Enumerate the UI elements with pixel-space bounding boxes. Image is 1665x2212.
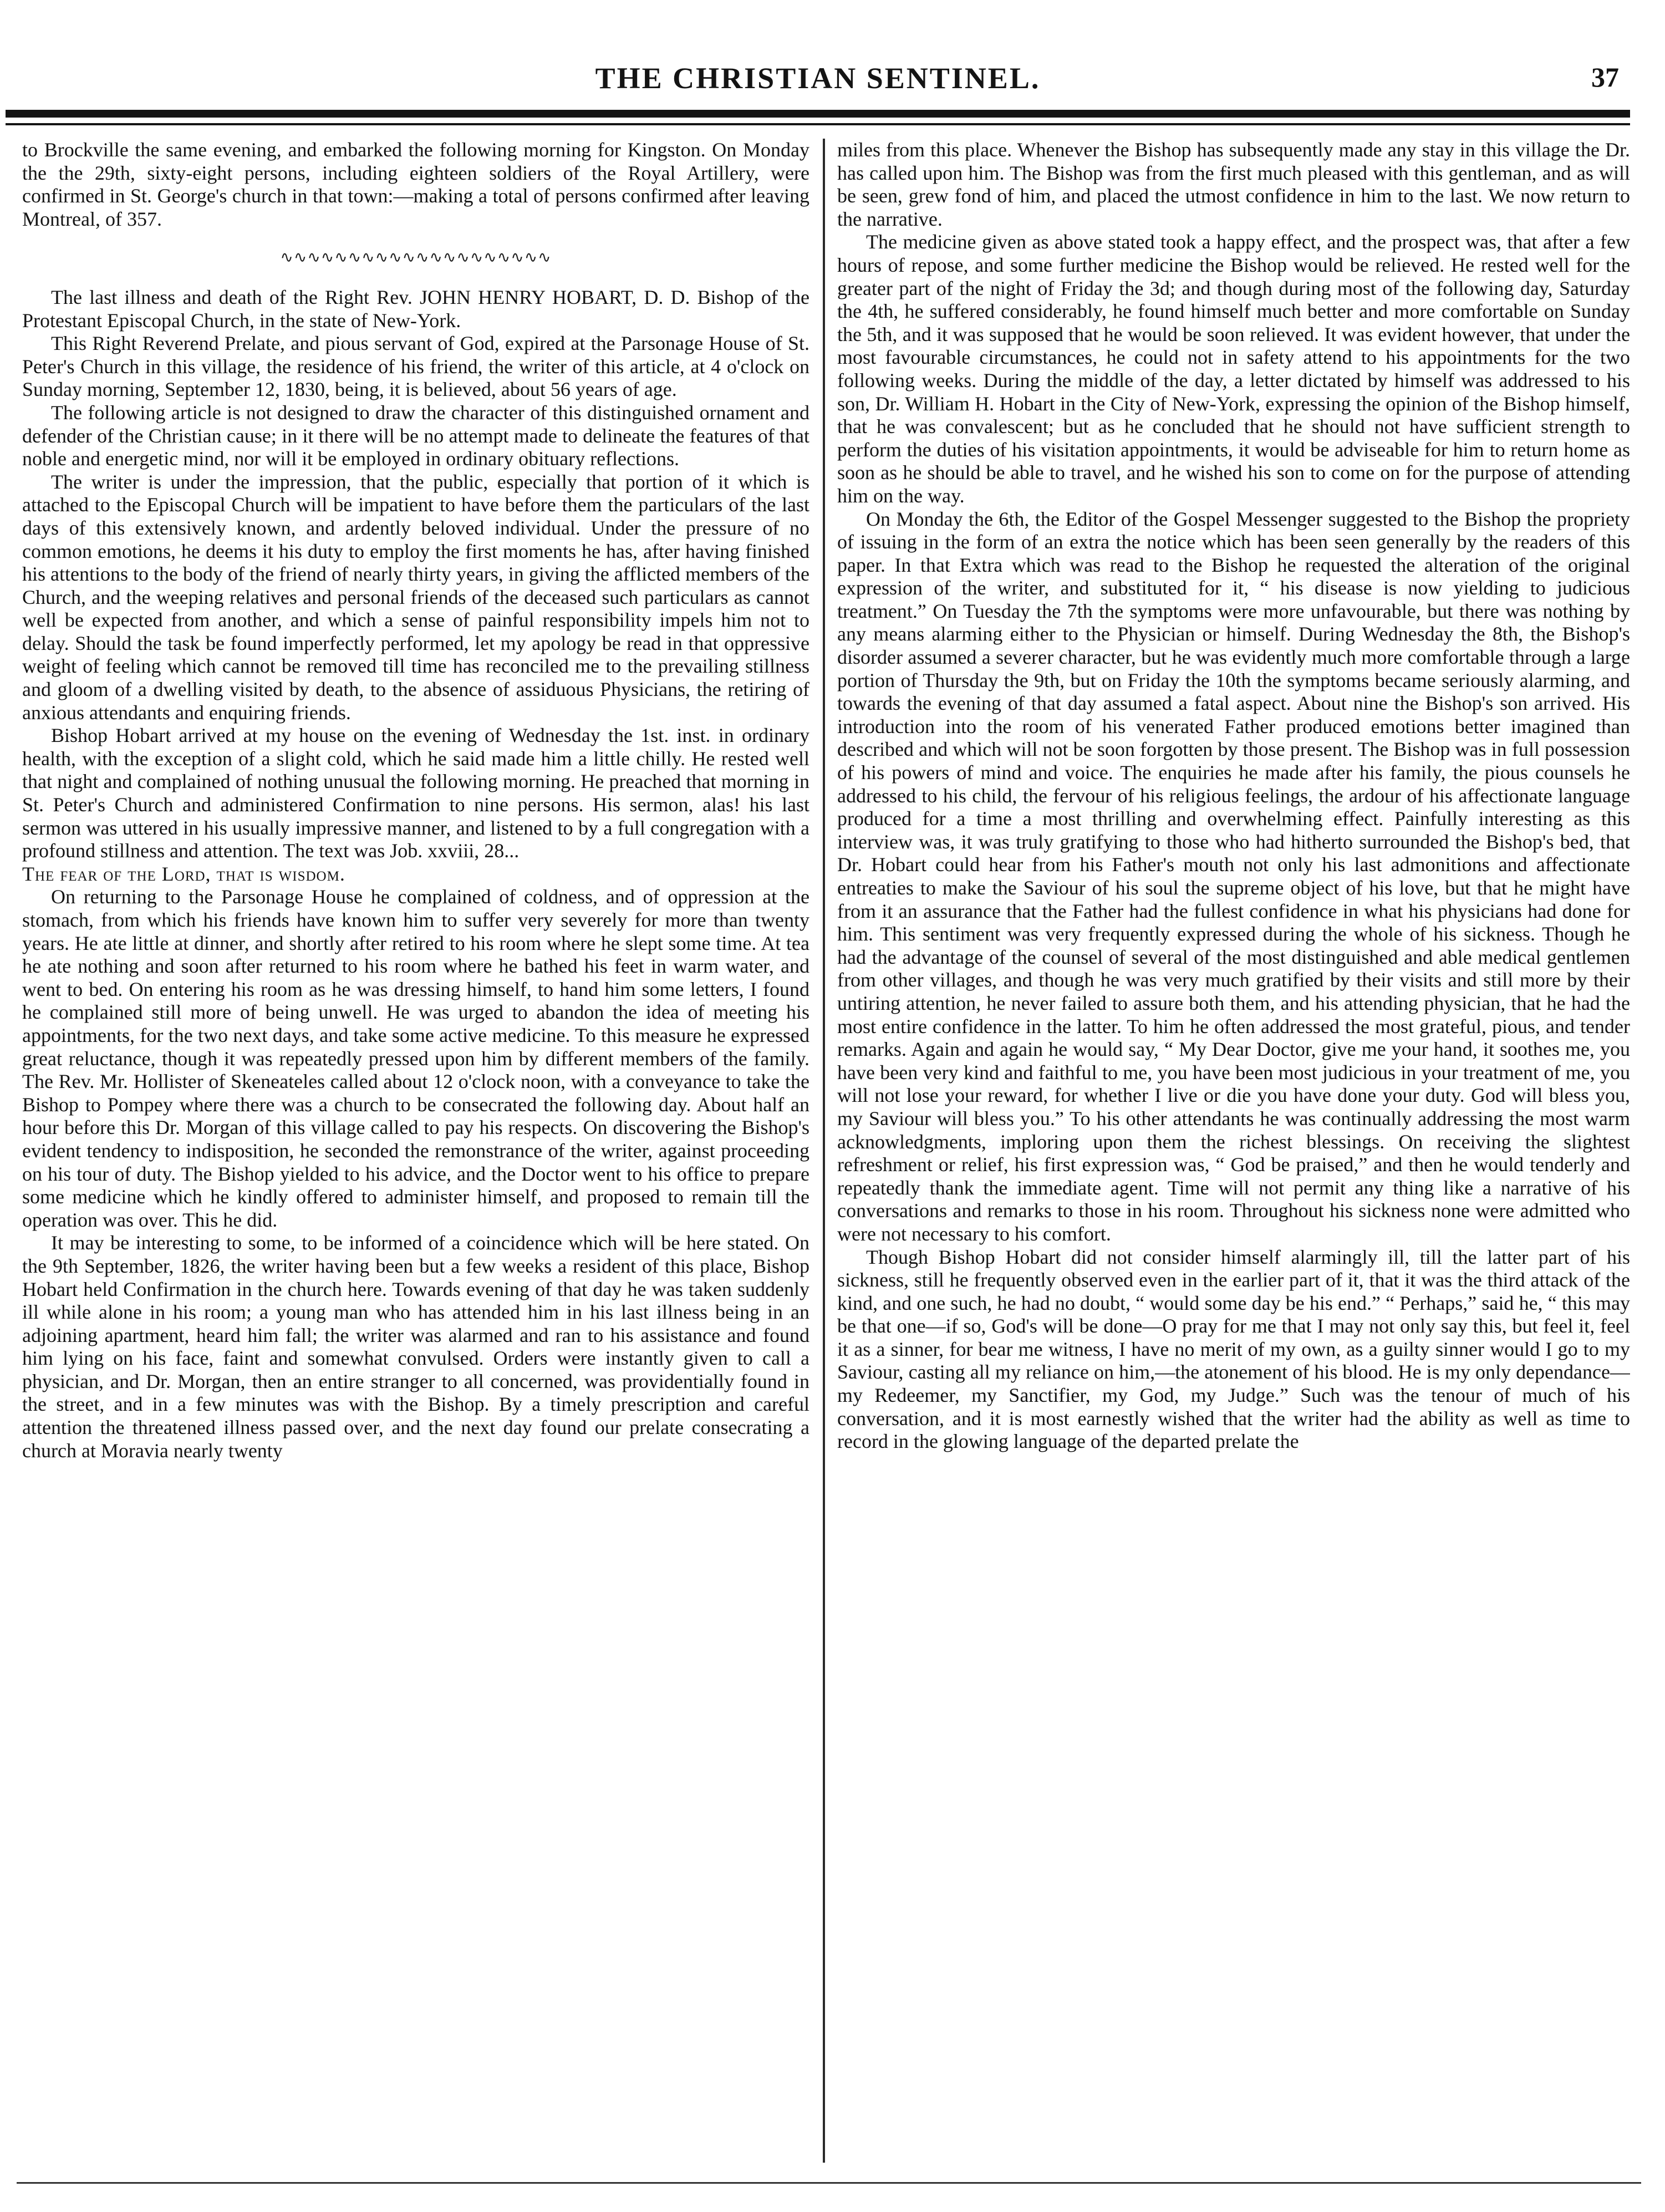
header-rule-thick <box>6 110 1630 118</box>
right-column <box>837 139 1630 2157</box>
header-rule-thin <box>6 123 1630 125</box>
left-column <box>22 139 809 2157</box>
article-paragraph: The medicine given as above stated took a happy effect, and the prospect was, that after a few hours of repose, and some further medicine the Bishop would be relieved. He rested well for the greater part of the night of Friday the 3d; and though during most of the following day, Saturday the 4th, he suffered considerably, he found himself much better and more comfortable on Sunday the 5th, and it was supposed that he would be soon relieved. It was evident however, that under the most favourable circumstances, he could not in safety attend to his appointments for the two following weeks. During the middle of the day, a letter dictated by himself was addressed to his son, Dr. William H. Hobart in the City of New-York, expressing the opinion of the Bishop himself, that he was convalescent; but as he concluded that he should not have sufficient strength to perform the duties of his visitation appointments, it would be adviseable for him to return home as soon as he should be able to travel, and he wished his son to come on for the purpose of attending him on the way. <box>837 231 1630 507</box>
column-divider <box>823 139 825 2163</box>
article-paragraph: The writer is under the impression, that the public, especially that portion of it which is attached to the Episcopal Church will be impatient to have before them the particulars of the last days of this extensively known, and ardently beloved individual. Under the pressure of no common emotions, he deems it his duty to employ the first moments he has, after having finished his attentions to the body of the friend of nearly thirty years, in giving the afflicted members of the Church, and the weeping relatives and personal friends of the deceased such particulars as cannot well be expected from another, and which a sense of painful responsibility impels him not to delay. Should the task be found imperfectly performed, let my apology be read in that oppressive weight of feeling which cannot be removed till time has reconciled me to the prevailing stillness and gloom of a dwelling visited by death, to the absence of assiduous Physicians, the retiring of anxious attendants and enquiring friends. <box>22 470 809 724</box>
article-paragraph: The following article is not designed to draw the character of this distinguished ornament and defender of the Christian cause; in it there will be no attempt made to delineate the features of that noble and energetic mind, nor will it be employed in ordinary obituary reflections. <box>22 401 809 470</box>
scripture-quote: The fear of the Lord, that is wisdom. <box>22 862 345 885</box>
continued-paragraph: miles from this place. Whenever the Bishop has subsequently made any stay in this village the Dr. has called upon him. The Bishop was from the first much pleased with this gentleman, and as will be seen, grew fond of him, and placed the utmost confidence in him to the last. We now return to the narrative. <box>837 139 1630 230</box>
page-header <box>17 61 1619 111</box>
article-paragraph: Bishop Hobart arrived at my house on the evening of Wednesday the 1st. inst. in ordinary health, with the exception of a slight cold, which he said made him a little chilly. He rested well that night and complained of nothing unusual the following morning. He preached that morning in St. Peter's Church and administered Confirmation to nine persons. His sermon, alas! his last sermon was uttered in his usually impressive manner, and listened to by a full congregation with a profound stillness and attention. The text was Job. xxviii, 28... <box>22 724 809 862</box>
article-paragraph: On returning to the Parsonage House he complained of coldness, and of oppression at the stomach, from which his friends have known him to suffer very severely for more than twenty years. He ate little at dinner, and shortly after retired to his room where he slept some time. At tea he ate nothing and soon after returned to his room where he bathed his feet in warm water, and went to bed. On entering his room as he was dressing himself, to hand him some letters, I found he complained still more of being unwell. He was urged to abandon the idea of meeting his appointments, for the two next days, and take some active medicine. To this measure he expressed great reluctance, though it was repeatedly pressed upon him by different members of the family. The Rev. Mr. Hollister of Skeneateles called about 12 o'clock noon, with a conveyance to take the Bishop to Pompey where there was a church to be consecrated the following day. About half an hour before this Dr. Morgan of this village called to pay his respects. On discovering the Bishop's evident tendency to indisposition, he seconded the remonstrance of the writer, against proceeding on his tour of duty. The Bishop yielded to his advice, and the Doctor went to his office to prepare some medicine which he kindly offered to administer himself, and proposed to remain till the operation was over. This he did. <box>22 886 809 1231</box>
page-number: 37 <box>1591 62 1619 93</box>
article-paragraph: On Monday the 6th, the Editor of the Gospel Messenger suggested to the Bishop the propriety of issuing in the form of an extra the notice which has been seen generally by the readers of this paper. In that Extra which was read to the Bishop he requested the alteration of the original expression of the writer, and substituted for it, “ his disease is now yielding to judicious treatment.” On Tuesday the 7th the symptoms were more unfavourable, but there was nothing by any means alarming either to the Physician or himself. During Wednesday the 8th, the Bishop's disorder assumed a severer character, but he was evidently much more comfortable through a large portion of Thursday the 9th, but on Friday the 10th the symptoms became seriously alarming, and towards the evening of that day assumed a fatal aspect. About nine the Bishop's son arrived. His introduction into the room of his venerated Father produced emotions better imagined than described and which will not be soon forgotten by those present. The Bishop was in full possession of his powers of mind and voice. The enquiries he made after his family, the pious counsels he addressed to his child, the fervour of his religious feelings, the ardour of his affectionate language produced for a time a most thrilling and overwhelming effect. Painfully interesting as this interview was, it was truly gratifying to those who had hitherto surrounded the Bishop's bed, that Dr. Hobart could hear from his Father's mouth not only his last admonitions and affectionate entreaties to make the Saviour of his soul the supreme object of his love, but that he might have from it an assurance that the Father had the fullest confidence in what his physicians had done for him. This sentiment was very frequently expressed during the whole of his sickness. Though he had the advantage of the counsel of several of the most distinguished and able medical gentlemen from other villages, and though he was very much gratified by their visits and still more by their untiring attention, he never failed to assure both them, and his attending physician, that he had the most entire confidence in the latter. To him he often addressed the most grateful, pious, and tender remarks. Again and again he would say, “ My Dear Doctor, give me your hand, it soothes me, you have been very kind and faithful to me, you have been most judicious in your treatment of me, you will not lose your reward, for whether I live or die you have done your duty. God will bless you, my Saviour will bless you.” To his other attendants he was continually addressing the most warm acknowledgments, imploring upon them the richest blessings. On receiving the slightest refreshment or relief, his first expression was, “ God be praised,” and then he would tenderly and repeatedly thank the immediate agent. Time will not permit any thing like a narrative of his conversations and remarks to those in his room. Throughout his sickness none were admitted who were not necessary to his comfort. <box>837 507 1630 1245</box>
article-paragraph: This Right Reverend Prelate, and pious servant of God, expired at the Parsonage House of St. Peter's Church in this village, the residence of his friend, the writer of this article, at 4 o'clock on Sunday morning, September 12, 1830, being, it is believed, about 56 years of age. <box>22 332 809 401</box>
continued-paragraph: to Brockville the same evening, and embarked the following morning for Kingston. On Monday the the 29th, sixty-eight persons, including eighteen soldiers of the Royal Artillery, were confirmed in St. George's church in that town:—making a total of persons confirmed after leaving Montreal, of 357. <box>22 139 809 230</box>
periodical-title: THE CHRISTIAN SENTINEL. <box>595 62 1041 95</box>
section-ornament: ∿∿∿∿∿∿∿∿∿∿∿∿∿∿∿∿∿∿∿∿ <box>280 249 552 267</box>
article-headline: The last illness and death of the Right Rev. JOHN HENRY HOBART, D. D. Bishop of the Protestant Episcopal Church, in the state of New-York. <box>22 286 809 332</box>
article-paragraph: Though Bishop Hobart did not consider himself alarmingly ill, till the latter part of his sickness, still he frequently observed even in the earlier part of it, that it was the third attack of the kind, and one such, he had no doubt, “ would some day be his end.” “ Perhaps,” said he, “ this may be that one—if so, God's will be done—O pray for me that I may not only say this, but feel it, feel it as a sinner, for bear me witness, I have no merit of my own, as a guilty sinner would I go to my Saviour, casting all my reliance on him,—the atonement of his blood. He is my only dependance—my Redeemer, my Sanctifier, my God, my Judge.” Such was the tenour of much of his conversation, and it is most earnestly wished that the writer had the ability as well as time to record in the glowing language of the departed prelate the <box>837 1245 1630 1453</box>
bottom-rule <box>17 2182 1641 2184</box>
article-paragraph: It may be interesting to some, to be informed of a coincidence which will be here stated. On the 9th September, 1826, the writer having been but a few weeks a resident of this place, Bishop Hobart held Confirmation in the church here. Towards evening of that day he was taken suddenly ill while alone in his room; a young man who has attended him in his last illness being in an adjoining apartment, heard him fall; the writer was alarmed and ran to his assistance and found him lying on his face, faint and somewhat convulsed. Orders were instantly given to call a physician, and Dr. Morgan, then an entire stranger to all concerned, was providentially found in the street, and in a few minutes was with the Bishop. By a timely prescription and careful attention the threatened illness passed over, and the next day found our prelate consecrating a church at Moravia nearly twenty <box>22 1232 809 1462</box>
